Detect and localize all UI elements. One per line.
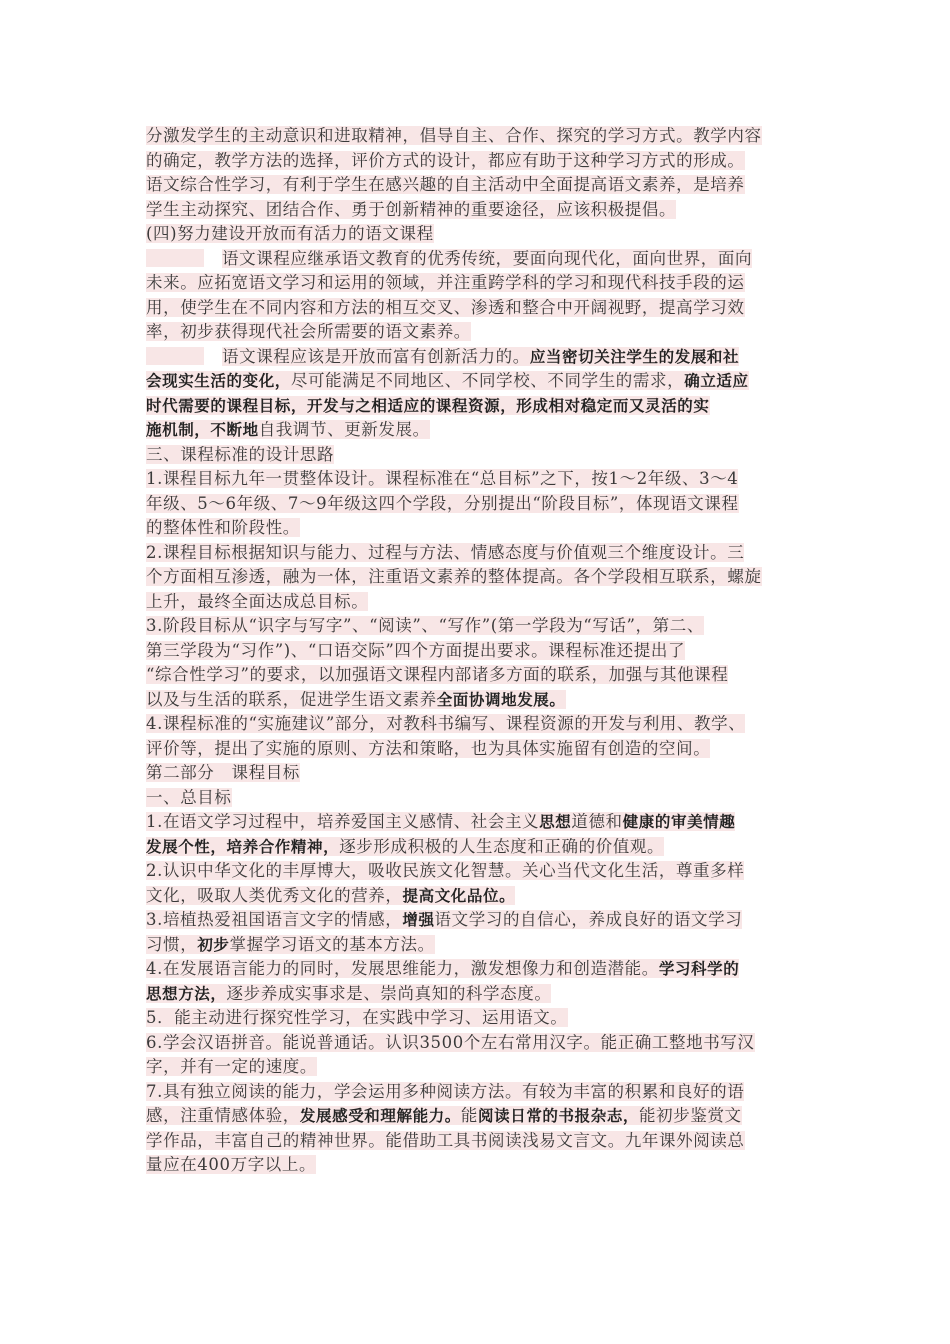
- text-run: 一、总目标: [146, 787, 232, 807]
- text-line: [146, 443, 814, 468]
- bold-text: 阅读日常的书报杂志，: [478, 1107, 640, 1125]
- text-run: 逐步形成积极的人生态度和正确的价值观。: [339, 836, 665, 856]
- text-run: 语文课程应继承语文教育的优秀传统，要面向现代化，面向世界，面向: [222, 248, 753, 268]
- highlighted-text: [146, 665, 728, 684]
- text-run: 自我调节、更新发展。: [258, 420, 430, 439]
- text-run: 第二部分 课程目标: [146, 763, 300, 782]
- text-line: [146, 565, 814, 590]
- text-line: [146, 369, 814, 394]
- highlighted-text: [146, 200, 676, 219]
- text-run: 1.课程目标九年一贯整体设计。课程标准在“总目标”之下，按1～2年级、3～4: [146, 469, 739, 488]
- bold-text: 增强: [402, 911, 435, 929]
- text-line: [146, 786, 814, 811]
- text-line: [146, 516, 814, 541]
- text-line: [146, 908, 814, 933]
- highlighted-text: [146, 690, 566, 709]
- paragraph: [146, 1080, 814, 1178]
- text-run: 感，注重情感体验，: [146, 1106, 300, 1125]
- highlighted-text: [146, 1106, 742, 1125]
- document-body: [146, 124, 814, 1178]
- text-line: [146, 1104, 814, 1129]
- highlighted-text: [146, 959, 739, 978]
- text-run: 6.学会汉语拼音。能说普通话。认识3500个左右常用汉字。能正确工整地书写汉: [146, 1032, 755, 1052]
- highlighted-text: [146, 592, 368, 611]
- text-run: 4.课程标准的“实施建议”部分，对教科书编写、课程资源的开发与利用、教学、: [146, 714, 746, 733]
- text-line: [146, 614, 814, 639]
- text-run: 第三学段为“习作”)、“口语交际”四个方面提出要求。课程标准还提出了: [146, 640, 686, 660]
- text-line: [146, 418, 814, 443]
- text-run: 以及与生活的联系，促进学生语文素养: [146, 689, 437, 709]
- bold-text: 初步: [197, 935, 230, 954]
- highlighted-text: [146, 420, 430, 439]
- text-line: [146, 663, 814, 688]
- bold-text: 施机制，不断地: [146, 421, 259, 439]
- highlighted-text: [146, 518, 300, 537]
- text-run: 个方面相互渗透，融为一体，注重语文素养的整体提高。各个学段相互联系，螺旋: [146, 567, 762, 586]
- text-run: 3.培植热爱祖国语言文字的情感，: [146, 910, 403, 929]
- text-line: [146, 982, 814, 1007]
- text-line: [146, 688, 814, 713]
- text-line: [146, 271, 814, 296]
- highlighted-text: [146, 543, 744, 562]
- highlighted-text: [146, 469, 738, 488]
- highlighted-text: [146, 812, 735, 831]
- paragraph: [146, 614, 814, 712]
- text-run: 2.课程目标根据知识与能力、过程与方法、情感态度与价值观三个维度设计。三: [146, 542, 745, 562]
- paragraph: [146, 908, 814, 957]
- paragraph: [146, 957, 814, 1006]
- highlighted-text: [146, 298, 745, 317]
- text-run: “综合性学习”的要求，以加强语文课程内部诸多方面的联系，加强与其他课程: [146, 665, 729, 684]
- highlighted-text: [146, 886, 515, 905]
- text-line: [146, 810, 814, 835]
- text-line: [146, 1153, 814, 1178]
- text-line: [146, 712, 814, 737]
- text-run: 掌握学习语文的基本方法。: [229, 934, 435, 954]
- text-run: 学作品，丰富自己的精神世界。能借助工具书阅读浅易文言文。九年课外阅读总: [146, 1130, 745, 1150]
- text-line: [146, 639, 814, 664]
- highlighted-text: [146, 1008, 568, 1027]
- text-line: [146, 761, 814, 786]
- indent-highlight: [146, 347, 204, 365]
- highlighted-text: [146, 151, 745, 170]
- text-run: 量应在400万字以上。: [146, 1155, 317, 1174]
- highlighted-text: [146, 739, 710, 758]
- text-line: [146, 933, 814, 958]
- text-line: [146, 296, 814, 321]
- text-line: [146, 541, 814, 566]
- paragraph: [146, 345, 814, 443]
- highlighted-text: [146, 984, 551, 1003]
- text-run: 4.在发展语言能力的同时，发展思维能力，激发想像力和创造潜能。: [146, 959, 659, 978]
- paragraph: [146, 124, 814, 222]
- highlighted-text: [146, 763, 300, 782]
- text-line: [146, 590, 814, 615]
- text-run: 文化，吸取人类优秀文化的营养，: [146, 885, 403, 905]
- text-line: [146, 345, 814, 370]
- paragraph: [146, 541, 814, 615]
- paragraph: [146, 247, 814, 345]
- text-line: [146, 1031, 814, 1056]
- text-run: 逐步养成实事求是、崇尚真知的科学态度。: [226, 983, 552, 1003]
- text-run: 学生主动探究、团结合作、勇于创新精神的重要途径，应该积极提倡。: [146, 199, 677, 219]
- paragraph: [146, 712, 814, 761]
- text-run: 未来。应拓宽语文学习和运用的领域，并注重跨学科的学习和现代科技手段的运: [146, 273, 745, 292]
- text-run: 3.阶段目标从“识字与写字”、“阅读”、“写作”(第一学段为“写话”，第二、: [146, 616, 704, 635]
- highlighted-text: [146, 396, 710, 415]
- highlighted-text: [146, 935, 435, 954]
- text-run: 率，初步获得现代社会所需要的语文素养。: [146, 322, 471, 341]
- text-line: [146, 173, 814, 198]
- highlighted-text: [146, 224, 434, 243]
- text-run: 分激发学生的主动意识和进取精神，倡导自主、合作、探究的学习方式。教学内容: [146, 126, 762, 145]
- highlighted-text: [146, 714, 745, 733]
- text-line: [146, 859, 814, 884]
- highlighted-text: [146, 1131, 745, 1150]
- bold-text: 时代需要的课程目标，开发与之相适应的课程资源，形成相对稳定而又灵活的实: [146, 396, 710, 415]
- highlighted-text: [146, 567, 762, 586]
- bold-text: 全面协调地发展。: [436, 690, 566, 709]
- bold-text: 提高文化品位。: [402, 886, 516, 905]
- section-heading: [146, 222, 814, 247]
- highlighted-text: [146, 175, 745, 194]
- text-line: [146, 124, 814, 149]
- text-run: (四)努力建设开放而有活力的语文课程: [146, 224, 434, 243]
- highlighted-text: [146, 1155, 316, 1174]
- text-line: [146, 492, 814, 517]
- text-run: 7.具有独立阅读的能力，学会运用多种阅读方法。有较为丰富的积累和良好的语: [146, 1081, 745, 1101]
- highlighted-text: [146, 1033, 755, 1052]
- text-run: 用，使学生在不同内容和方法的相互交叉、渗透和整合中开阔视野，提高学习效: [146, 297, 745, 317]
- bold-text: 确立适应: [684, 372, 749, 390]
- section-heading: [146, 786, 814, 811]
- text-run: 上升，最终全面达成总目标。: [146, 591, 369, 611]
- text-line: [146, 467, 814, 492]
- highlighted-text: [146, 371, 749, 390]
- highlighted-text: [146, 788, 232, 807]
- highlighted-text: [146, 616, 704, 635]
- text-run: 的整体性和阶段性。: [146, 518, 300, 537]
- text-run: 5．能主动进行探究性学习，在实践中学习、运用语文。: [146, 1008, 568, 1027]
- text-line: [146, 222, 814, 247]
- highlighted-text: [146, 445, 334, 464]
- highlighted-text: [146, 494, 739, 513]
- highlighted-text: [146, 861, 744, 880]
- highlighted-text: [146, 1082, 744, 1101]
- text-run: 的确定，教学方法的选择，评价方式的设计，都应有助于这种学习方式的形成。: [146, 150, 745, 170]
- text-run: 字，并有一定的速度。: [146, 1057, 317, 1076]
- section-heading: [146, 443, 814, 468]
- text-line: [146, 835, 814, 860]
- paragraph: [146, 1031, 814, 1080]
- text-run: 道德和: [571, 812, 623, 831]
- highlighted-text: [146, 273, 745, 292]
- text-run: 习惯，: [146, 934, 198, 954]
- bold-text: 思想: [539, 813, 572, 831]
- text-run: 尽可能满足不同地区、不同学校、不同学生的需求，: [290, 371, 685, 390]
- highlighted-text: [146, 837, 664, 856]
- text-line: [146, 737, 814, 762]
- bold-text: 健康的审美情趣: [622, 813, 736, 831]
- highlighted-text: [146, 641, 685, 660]
- text-line: [146, 149, 814, 174]
- text-run: 语文综合性学习，有利于学生在感兴趣的自主活动中全面提高语文素养，是培养: [146, 175, 745, 194]
- highlighted-text: [222, 249, 752, 268]
- paragraph: [146, 1006, 814, 1031]
- text-run: 1.在语文学习过程中，培养爱国主义感情、社会主义: [146, 812, 540, 831]
- text-run: 能: [460, 1106, 479, 1125]
- text-run: 语文课程应该是开放而富有创新活力的。: [222, 346, 530, 366]
- text-line: [146, 394, 814, 419]
- text-run: 2.认识中华文化的丰厚博大，吸收民族文化智慧。关心当代文化生活，尊重多样: [146, 861, 745, 880]
- bold-text: 会现实生活的变化，: [146, 372, 291, 390]
- text-run: 年级、5～6年级、7～9年级这四个学段，分别提出“阶段目标”，体现语文课程: [146, 493, 739, 513]
- paragraph: [146, 810, 814, 859]
- text-run: 三、课程标准的设计思路: [146, 444, 335, 464]
- text-line: [146, 198, 814, 223]
- paragraph: [146, 859, 814, 908]
- highlighted-text: [146, 1057, 317, 1076]
- highlighted-text: [146, 322, 471, 341]
- highlighted-text: [146, 126, 762, 145]
- bold-text: 应当密切关注学生的发展和社: [529, 347, 740, 366]
- bold-text: 发展感受和理解能力。: [299, 1107, 461, 1125]
- paragraph: [146, 467, 814, 541]
- text-line: [146, 1129, 814, 1154]
- bold-text: 思想方法，: [146, 984, 227, 1003]
- section-heading: [146, 761, 814, 786]
- text-run: 能初步鉴赏文: [639, 1106, 742, 1125]
- highlighted-text: [146, 910, 742, 929]
- text-line: [146, 320, 814, 345]
- text-line: [146, 884, 814, 909]
- text-run: 评价等，提出了实施的原则、方法和策略，也为具体实施留有创造的空间。: [146, 738, 711, 758]
- text-line: [146, 247, 814, 272]
- highlighted-text: [222, 347, 739, 366]
- bold-text: 学习科学的: [658, 960, 740, 978]
- text-run: 语文学习的自信心，养成良好的语文学习: [434, 910, 743, 929]
- bold-text: 发展个性，培养合作精神，: [146, 837, 340, 856]
- text-line: [146, 1055, 814, 1080]
- text-line: [146, 957, 814, 982]
- indent-highlight: [146, 249, 204, 267]
- text-line: [146, 1080, 814, 1105]
- text-line: [146, 1006, 814, 1031]
